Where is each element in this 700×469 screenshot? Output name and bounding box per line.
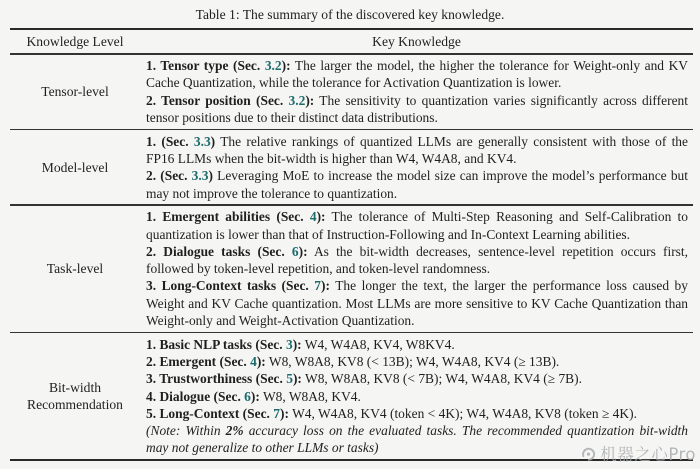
table-row [10,206,693,332]
text-segment: W8, W8A8, KV8 (< 7B); W4, W4A8, KV4 (≥ 7B). [301,371,582,387]
text-segment: ): [256,354,266,369]
knowledge-item [146,370,688,387]
text-segment: 2. (Sec. [146,168,192,184]
knowledge-item [146,388,688,405]
text-segment: The larger the model, the higher the tolerance for Weight-only and KV Cache Quantization, while the tolerance for Activation Quantization is lower. [146,58,688,91]
text-segment: ): [321,278,330,294]
summary-table [10,28,693,461]
knowledge-item [146,422,688,457]
section-ref-link[interactable]: 5 [286,371,293,387]
section-ref-link[interactable]: 3 [285,336,293,352]
knowledge-item [146,243,688,278]
text-segment: W8, W8A8, KV8 (< 13B); W4, W4A8, KV4 (≥ 13B). [265,354,560,369]
text-segment: 5. Long-Context (Sec. [146,405,274,421]
text-segment: 2. Tensor position (Sec. [146,92,289,108]
text-segment: W4, W4A8, KV4 (token < 4K); W4, W4A8, KV8 (token ≥ 4K). [288,405,637,421]
knowledge-item [146,336,688,353]
text-segment: accuracy loss on the evaluated tasks. The recommended quantization bit-width may not generalize to other LLMs or tasks) [146,423,688,456]
table-caption: Table 1: The summary of the discovered key knowledge. [195,7,505,22]
text-segment: 4. Dialogue (Sec. [146,388,245,404]
knowledge-item [146,167,688,202]
text-segment: ): [298,243,308,259]
text-segment: ): [250,388,260,404]
key-knowledge-cell [140,333,693,459]
text-segment: 2% [225,423,244,439]
bottom-rule [10,459,693,461]
key-knowledge-cell [140,55,693,129]
text-segment: W8, W8A8, KV4. [259,388,361,404]
text-segment: ): [292,336,302,352]
table-row [10,333,693,459]
table-rows [10,55,693,460]
section-ref-link[interactable]: 4 [309,209,317,225]
section-ref-link[interactable]: 6 [291,243,299,259]
text-segment: The sensitivity to quantization varies significantly across different tensor positions due to their distinct data distributions. [146,92,688,125]
knowledge-level-cell: Task-level [46,261,104,277]
section-ref-link[interactable]: 3.2 [288,92,306,108]
text-segment: ) [210,133,216,149]
knowledge-level-cell: Model-level [41,159,109,175]
section-ref-link[interactable]: 3.3 [191,168,209,184]
knowledge-item [146,277,688,329]
text-segment: ): [316,209,326,225]
knowledge-level-cell: Tensor-level [41,84,109,100]
knowledge-item [146,133,688,168]
section-ref-link[interactable]: 3.2 [264,58,282,74]
text-segment: ): [305,92,315,108]
text-segment: 1. Basic NLP tasks (Sec. [146,336,286,352]
section-ref-link[interactable]: 6 [244,388,251,404]
text-segment: The longer the text, the larger the performance loss caused by Weight and KV Cache quantization. Most LLMs are more sensitive to KV Cache Quantization than Weight-only and Weight-Activation Quantization. [146,278,688,329]
section-ref-link[interactable]: 3.3 [193,133,211,149]
text-segment: ) [208,168,213,184]
section-ref-link[interactable]: 4 [250,354,257,369]
table-header-row [10,30,693,53]
text-segment: Leveraging MoE to increase the model size can improve the model’s performance but may not improve the tolerance to quantization. [146,168,688,201]
table-row [10,130,693,204]
header-knowledge-level: Knowledge Level [26,33,124,49]
table-row [10,55,693,129]
knowledge-item [146,92,688,127]
section-ref-link[interactable]: 7 [314,278,322,294]
text-segment: 2. Dialogue tasks (Sec. [146,243,292,259]
knowledge-level-cell: Bit-width Recommendation [27,380,123,413]
text-segment: 1. (Sec. [146,133,194,149]
knowledge-item [146,57,688,92]
text-segment: 2. Emergent (Sec. [146,354,251,369]
key-knowledge-cell [140,206,693,332]
text-segment: 1. Emergent abilities (Sec. [146,209,310,225]
text-segment: ): [280,405,289,421]
section-ref-link[interactable]: 7 [273,405,280,421]
text-segment: ): [292,371,302,387]
text-segment: (Note: Within [146,423,226,439]
watermark-text: 机器之心Pro [600,445,696,464]
knowledge-item [146,353,688,370]
key-knowledge-cell [140,130,693,204]
text-segment: As the bit-width decreases, sentence-level repetition occurs first, followed by token-level repetition, and token-level randomness. [146,243,688,277]
text-segment: W4, W4A8, KV4, W8KV4. [301,336,455,352]
text-segment: 3. Trustworthiness (Sec. [146,371,287,387]
header-key-knowledge: Key Knowledge [372,33,461,49]
text-segment: ): [281,58,291,74]
text-segment: 3. Long-Context tasks (Sec. [146,278,315,294]
text-segment: 1. Tensor type (Sec. [146,58,265,74]
knowledge-item [146,208,688,243]
text-segment: The tolerance of Multi-Step Reasoning and Self-Calibration to quantization is lower than that of Instruction-Following and In-Context Learning abilities. [146,209,689,242]
text-segment: The relative rankings of quantized LLMs are generally consistent with those of the FP16 LLMs when the bit-width is higher than W4, W4A8, and KV4. [146,133,688,166]
knowledge-item [146,405,688,422]
